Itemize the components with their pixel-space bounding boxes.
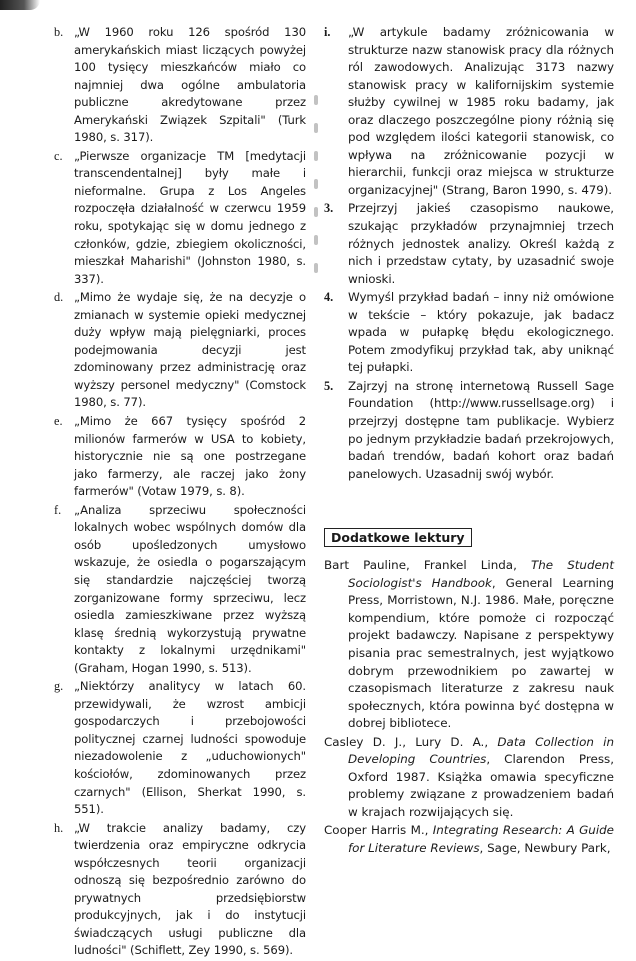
list-item-c [54, 148, 306, 288]
right-column [324, 24, 614, 859]
section-heading: Dodatkowe lektury [324, 528, 472, 547]
bibliography-entry [324, 734, 614, 822]
item-label: i. [324, 25, 331, 39]
item-label: c. [54, 148, 63, 163]
item-text: „W trakcie analizy badamy, czy twierdzenia oraz empiryczne odkrycia współczesnych teorii organizacji odnoszą się bezpośrednio zarówno do prywatnych przedsiębiorstw produkcyjnych, jak i do instytucji świadczących usługi publiczne dla ludności" (Schiflett, Zey 1990, s. 569). [74, 820, 306, 958]
bibliography-entry [324, 557, 614, 732]
list-item-h [54, 820, 306, 960]
bib-details: , Clarendon Press, Oxford 1987. Książka omawia specyficzne problemy związane z prowadzeniem badań w krajach rozwijających się. [348, 752, 614, 819]
exercise-5 [324, 378, 614, 483]
bib-authors: Bart Pauline, Frankel Linda, [324, 558, 531, 573]
item-text: „Analiza sprzeciwu społeczności lokalnych wobec wspólnych domów dla osób upośledzonych umysłowo wskazuje, że osiedla o pogarszającym się standardzie najczęściej tworzą zorganizowane formy sprzeciwu, lecz osiedla zamieszkiwane przez wyższą klasę średnią wykorzystują prywatne kontakty z lokalnymi urzędnikami" (Graham, Hogan 1990, s. 513). [74, 502, 306, 675]
bib-authors: Casley D. J., Lury D. A., [324, 734, 498, 749]
binding-gutter-marks [312, 95, 324, 291]
item-label: b. [54, 25, 64, 39]
exercise-text: Wymyśl przykład badań – inny niż omówione w tekście – który pokazuje, jak badacz wpada w pułapkę błędu ekologicznego. Potem zmodyfikuj przykład tak, aby uniknąć tej pułapki. [348, 290, 614, 375]
list-item-g [54, 678, 306, 818]
item-text: „W 1960 roku 126 spośród 130 amerykańskich miast liczących powyżej 100 tysięcy mieszkańców miało co najmniej dwa ogólne ambulatoria publiczne akredytowane przez Amerykański Związek Szpitali" (Turk 1980, s. 317). [74, 25, 306, 145]
item-label: g. [54, 679, 64, 694]
exercise-number: 4. [324, 290, 334, 305]
exercise-number: 5. [324, 378, 334, 393]
item-label: e. [54, 414, 63, 429]
exercise-text: Przejrzyj jakieś czasopismo naukowe, szukając przykładów przynajmniej trzech różnych jednostek analizy. Określ każdą z nich i przedstaw cytaty, by uzasadnić swoje wnioski. [348, 201, 614, 286]
list-item-e [54, 413, 306, 501]
list-item-b [54, 24, 306, 147]
bib-authors: Cooper Harris M., [324, 823, 433, 838]
list-item-d [54, 289, 306, 412]
item-text: „Mimo że wydaje się, że na decyzje o zmianach w systemie opieki medycznej duży wpływ mają pielęgniarki, proces podejmowania decyzji jest zdominowany przez administrację oraz wyższy personel medyczny" (Comstock 1980, s. 77). [74, 290, 306, 410]
scan-smudge [0, 0, 40, 10]
exercise-text: Zajrzyj na stronę internetową Russell Sage Foundation (http://www.russellsage.org) i przejrzyj dostępne tam publikacje. Wybierz po jednym przykładzie badań przekrojowych, badań trendów, badań kohort oraz badań panelowych. Uzasadnij swój wybór. [348, 378, 614, 481]
item-label: f. [54, 502, 62, 517]
item-label: d. [54, 290, 64, 305]
bibliography-entry [324, 822, 614, 857]
exercise-number: 3. [324, 201, 334, 216]
item-text: „W artykule badamy zróżnicowania w strukturze nazw stanowisk pracy dla różnych ról zawodowych. Analizując 3173 nazwy stanowisk pracy w kalifornijskim systemie służby cywilnej w 1985 roku badamy, jak oraz dlaczego poszczególne piony różnią się pod względem ilości kategorii stanowisk, co wpływa na zróżnicowanie pozycji w hierarchii, funkcji oraz miejsca w strukturze organizacyjnej" (Strang, Baron 1990, s. 479). [348, 25, 614, 197]
bib-title: Integrating Research: A Guide for Literature Reviews [348, 823, 614, 855]
item-text: „Mimo że 667 tysięcy spośród 2 milionów farmerów w USA to kobiety, historycznie nie są one postrzegane jako farmerzy, ale raczej jako żony farmerów" (Votaw 1979, s. 8). [74, 414, 306, 499]
exercise-4 [324, 289, 614, 377]
bib-details: , General Learning Press, Morristown, N.J. 1986. Małe, poręczne kompendium, które pomoże ci rozpocząć projekt badawczy. Napisane z perspektywy pisania prac semestralnych, jest wyjątkowo dobrym przewodnikiem po zawartej w czasopismach literaturze z zakresu nauk społecznych, która powinna być dostępna w dobrej bibliotece. [348, 575, 614, 731]
bib-title: The Student Sociologist's Handbook [348, 558, 614, 590]
item-text: „Pierwsze organizacje TM [medytacji transcendentalnej] były małe i nieformalne. Grupa z Los Angeles rozpoczęła działalność w czerwcu 1959 roku, spotykając się w domu jednego z członków, gdzie, zbiegiem okoliczności, mieszkał Maharishi" (Johnston 1980, s. 337). [74, 148, 306, 286]
item-text: „Niektórzy analitycy w latach 60. przewidywali, że wzrost ambicji gospodarczych i przebojowości politycznej czarnej ludności spowoduje niezadowolenie z „uduchowionych" kościołów, zdominowanych przez czarnych" (Ellison, Sherkat 1990, s. 551). [74, 679, 306, 817]
list-item-i [324, 24, 614, 199]
list-item-f [54, 502, 306, 677]
bib-details: , Sage, Newbury Park, [479, 840, 611, 855]
exercise-3 [324, 200, 614, 288]
item-label: h. [54, 820, 64, 835]
left-column [54, 24, 306, 961]
bib-title: Data Collection in Developing Countries [348, 734, 615, 767]
